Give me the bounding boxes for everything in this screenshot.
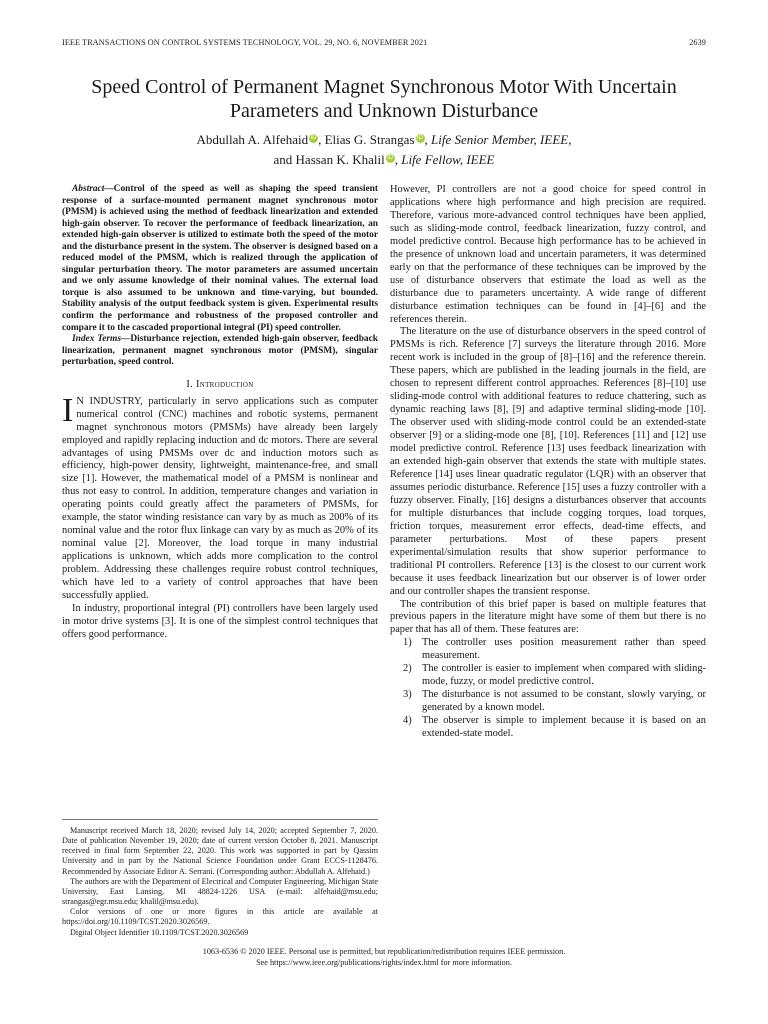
title-line-1: Speed Control of Permanent Magnet Synchronous Motor With Uncertain [91, 76, 677, 98]
title-line-2: Parameters and Unknown Disturbance [229, 100, 539, 122]
index-terms-text: Disturbance rejection, extended high-gain observer, feedback linearization, permanent magnet synchronous motor (PMSM), singular perturbation, speed control. [62, 334, 378, 368]
index-terms-label: Index Terms— [72, 334, 131, 345]
author-2: Elias G. Strangas [324, 132, 415, 147]
author-list: Abdullah A. Alfehaid iD , Elias G. Strangas iD , Life Senior Member, IEEE, and Hassan K. Khalil iD , Life Fellow, IEEE [196, 132, 572, 167]
orcid-icon[interactable]: iD [310, 134, 317, 141]
right-column [390, 184, 706, 741]
copyright-line-1: 1063-6536 © 2020 IEEE. Personal use is permitted, but republication/redistribution requires IEEE permission. [202, 947, 566, 956]
paper-title [0, 75, 768, 123]
list-item: 3) The disturbance is not assumed to be constant, slowly varying, or generated by a known model. [403, 689, 706, 714]
right-paragraph-3: The contribution of this brief paper is based on multiple features that previous papers in the literature might have some of them but there is no paper that has all of them. These features are: [390, 598, 706, 636]
drop-cap: I [62, 391, 74, 429]
features-list [390, 637, 706, 741]
left-column [62, 184, 378, 642]
running-header [62, 38, 706, 47]
author-3: Hassan K. Khalil [295, 152, 385, 167]
right-paragraph-1: However, PI controllers are not a good choice for speed control in applications where high performance and high precision are required. Therefore, various more-advanced control techniques have been applied, such as sliding-mode control, feedback linearization, fuzzy control, and model predictive control. Because high performance has to be achieved in the presence of unknown load and uncertain parameters, it was determined early on that the performance of these techniques can be improved by the use of disturbance observers that estimate the load as well as the disturbance due to parameters uncertainty. A wide range of different disturbance estimation techniques can be found in [4]–[6] and the references therein. [390, 184, 706, 325]
author-and: and [273, 152, 293, 167]
author-1: Abdullah A. Alfehaid [196, 132, 309, 147]
copyright-line-2: See https://www.ieee.org/publications/rights/index.html for more information. [256, 957, 512, 967]
page-number: 2639 [689, 38, 706, 47]
abstract-text: Control of the speed as well as shaping the speed transient response of a surface-mounted permanent magnet synchronous motor (PMSM) is achieved using the method of feedback linearization and extended high-gain observer. To recover the performance of feedback linearization, an extended high-gain observer is utilized to estimate both the speed of the motor and the disturbance present in the system. The observer is designed based on a reduced model of the PMSM, which is realized through the application of singular perturbation theory. The motor parameters are assumed uncertain and we only assume knowledge of their nominal values. The external load torque is also assumed to be unknown and time-varying, but bounded. Stability analysis of the output feedback system is given. Experimental results confirm the performance and robustness of the proposed controller and compare it to the cascaded proportional integral (PI) speed controller. [62, 184, 378, 333]
footnote-manuscript: Manuscript received March 18, 2020; revised July 14, 2020; accepted September 7, 2020. Date of publication November 19, 2020; date of current version October 8, 2021. Manuscript received in final form September 22, 2020. This work was supported in part by Qassim University and in part by the National Science Foundation under Grant ECCS-1128476. Recommended by Associate Editor A. Serrani. (Corresponding author: Abdullah A. Alfehaid.) [62, 826, 378, 876]
section-heading: I. Introduction [186, 378, 254, 390]
footnotes [62, 826, 378, 938]
copyright-notice [0, 947, 768, 968]
footnote-doi: Digital Object Identifier 10.1109/TCST.2020.3026569 [70, 927, 249, 937]
footnote-color: Color versions of one or more figures in this article are available at https://doi.org/10.1109/TCST.2020.3026569. [62, 907, 378, 927]
right-paragraph-2: The literature on the use of disturbance observers in the speed control of PMSMs is rich. Reference [7] surveys the literature through 2016. More recent work is included in the group of [8]–[16] and the reference therein. These papers, which are published in the leading journals in the field, are chosen to represent different control approaches. References [8]–[10] use sliding-mode control with additional features to reduce chattering, such as dynamic reaching laws [8], [9] and adaptive terminal sliding-mode [10]. The observer used with sliding-mode control could be an extended-state observer [9] or a sliding-mode one [8], [10]. References [11] and [12] use model predictive control. Reference [13] uses feedback linearization with an extended high-gain observer that extends the state with multiple states. Reference [14] uses linear quadratic regulator (LQR) with an observer that assumes periodic disturbance. Reference [15] uses a fuzzy controller with a fuzzy observer. Finally, [16] designs a disturbances observer that accounts for multiple disturbances that include cogging torques, load torques, friction torques, measurement error effects, dead-time effects, and parameter perturbations. Most of these papers present experimental/simulation results that show superior performance to traditional PI controllers. Reference [13] is the closest to our current work because it uses feedback linearization but our observer is of lower order and our controller shapes the transient response. [390, 326, 706, 597]
index-terms [62, 334, 378, 369]
author-2-role: Life Senior Member, IEEE [431, 132, 569, 147]
author-3-role: Life Fellow, IEEE [401, 152, 495, 167]
footnote-rule [62, 819, 378, 820]
intro-paragraph-2: In industry, proportional integral (PI) controllers have been largely used in motor drive systems [3]. It is one of the simplest control techniques that offers good performance. [62, 602, 378, 640]
abstract-label: Abstract— [72, 184, 114, 194]
list-item: 1) The controller uses position measurement rather than speed measurement. [403, 637, 706, 662]
intro-paragraph-1: I N INDUSTRY, particularly in servo applications such as computer numerical control (CNC) machines and robotic systems, permanent magnet synchronous motors (PMSMs) have already been largely employed and rapidly replacing induction and dc motors. There are several advantages of using PMSMs over dc and induction motors such as efficiency, high-power density, lightweight, maintenance-free, and small size [1]. However, the mathematical model of a PMSM is nonlinear and thus not easy to control. In addition, temperature changes and variation in operating points could greatly affect the parameters of PMSMs, for example, the stator winding resistance can vary by as much as 200% of its nominal value and the rotor flux linkage can vary by as much as 20% of its nominal value [2]. Moreover, the load torque in many industrial applications is unknown, which adds more complication to the control problem. Addressing these challenges require robust control techniques, which have led to a variety of control approaches that have been successfully applied. [62, 391, 378, 601]
footnote-affiliation: The authors are with the Department of Electrical and Computer Engineering, Michigan State University, East Lansing, MI 48824-1226 USA (e-mail: alfehaid@msu.edu; strangas@egr.msu.edu; khalil@msu.edu). [62, 876, 378, 907]
orcid-icon[interactable]: iD [417, 134, 423, 141]
journal-name: IEEE TRANSACTIONS ON CONTROL SYSTEMS TECHNOLOGY, VOL. 29, NO. 6, NOVEMBER 2021 [62, 38, 428, 47]
list-item: 2) The controller is easier to implement when compared with sliding-mode, fuzzy, or model predictive control. [403, 663, 706, 688]
abstract [62, 184, 378, 334]
list-item: 4) The observer is simple to implement because it is based on an extended-state model. [403, 715, 706, 740]
orcid-icon[interactable]: iD [387, 154, 394, 161]
